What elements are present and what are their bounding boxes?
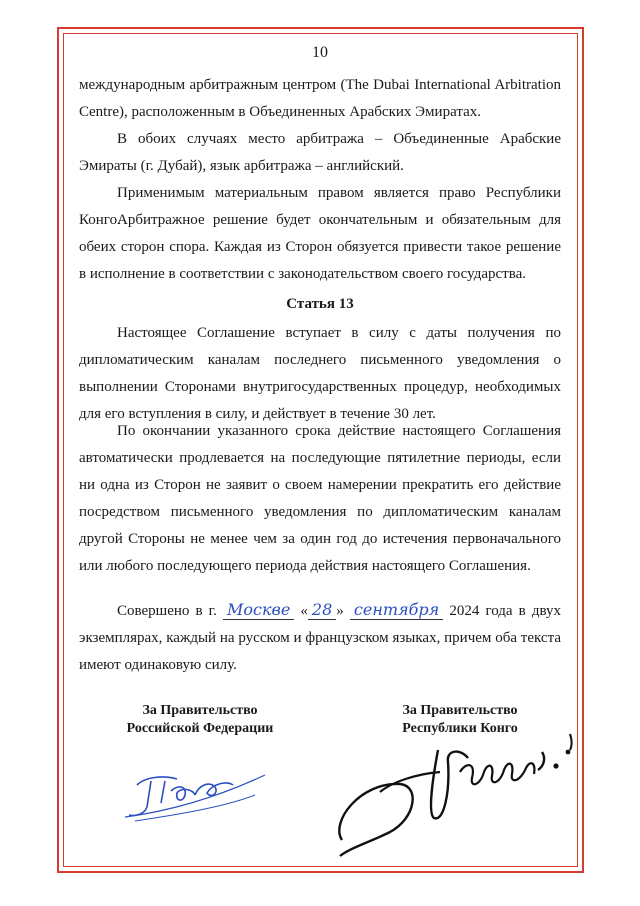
paragraph-arbitral-award: Арбитражное решение будет окончательным и обязательным для обеих сторон спора. Каждая из Сторон обязуется привести такое решение в исполнение в соответствии с законодательством своего государства.: [79, 212, 561, 282]
signatory-block-russia: [80, 702, 320, 738]
handwritten-city: Москве: [223, 600, 294, 620]
closing-prefix: Совершено в г.: [117, 603, 217, 619]
signature-russia: [115, 755, 275, 825]
paragraph-done-at: [79, 596, 561, 679]
handwritten-month: сентября: [350, 600, 443, 620]
closing-suffix: 2024 года в двух экземплярах, каждый на русском и французском языках, причем оба текста имеют одинаковую силу.: [79, 603, 562, 673]
paragraph-arbitration-centre: международным арбитражным центром (The Dubai International Arbitration Centre), расположенным в Объединенных Арабских Эмиратах.: [79, 77, 561, 120]
paragraph-extension: По окончании указанного срока действие настоящего Соглашения автоматически продлевается на последующие пятилетние периоды, если ни одна из Сторон не заявит о своем намерении прекратить его действие посредством письменного уведомления по дипломатическим каналам другой Стороны не менее чем за один год до истечения первоначального или любого последующего периода действия настоящего Соглашения.: [79, 423, 561, 574]
signatory-congo-line1: За Правительство: [402, 703, 518, 718]
paragraph-arbitration-place: В обоих случаях место арбитража – Объединенные Арабские Эмираты (г. Дубай), язык арбитража – английский.: [79, 131, 561, 174]
handwritten-day: 28: [308, 600, 336, 620]
paragraph-entry-into-force: Настоящее Соглашение вступает в силу с даты получения по дипломатическим каналам последнего письменного уведомления о выполнении Сторонами внутригосударственных процедур, необходимых для его вступления в силу, и действует в течение 30 лет.: [79, 325, 561, 422]
page-number: 10: [312, 44, 328, 61]
day-open-quote: «: [300, 603, 308, 619]
signatory-russia-line2: Российской Федерации: [126, 721, 274, 736]
paragraph-applicable-law: Применимым материальным правом является право Республики Конго.: [79, 185, 561, 228]
signatory-russia-line1: За Правительство: [142, 703, 258, 718]
day-close-quote: »: [336, 603, 344, 619]
signatory-congo-line2: Республики Конго: [402, 721, 518, 736]
signature-congo: [320, 722, 590, 867]
article-heading: Статья 13: [286, 296, 354, 312]
